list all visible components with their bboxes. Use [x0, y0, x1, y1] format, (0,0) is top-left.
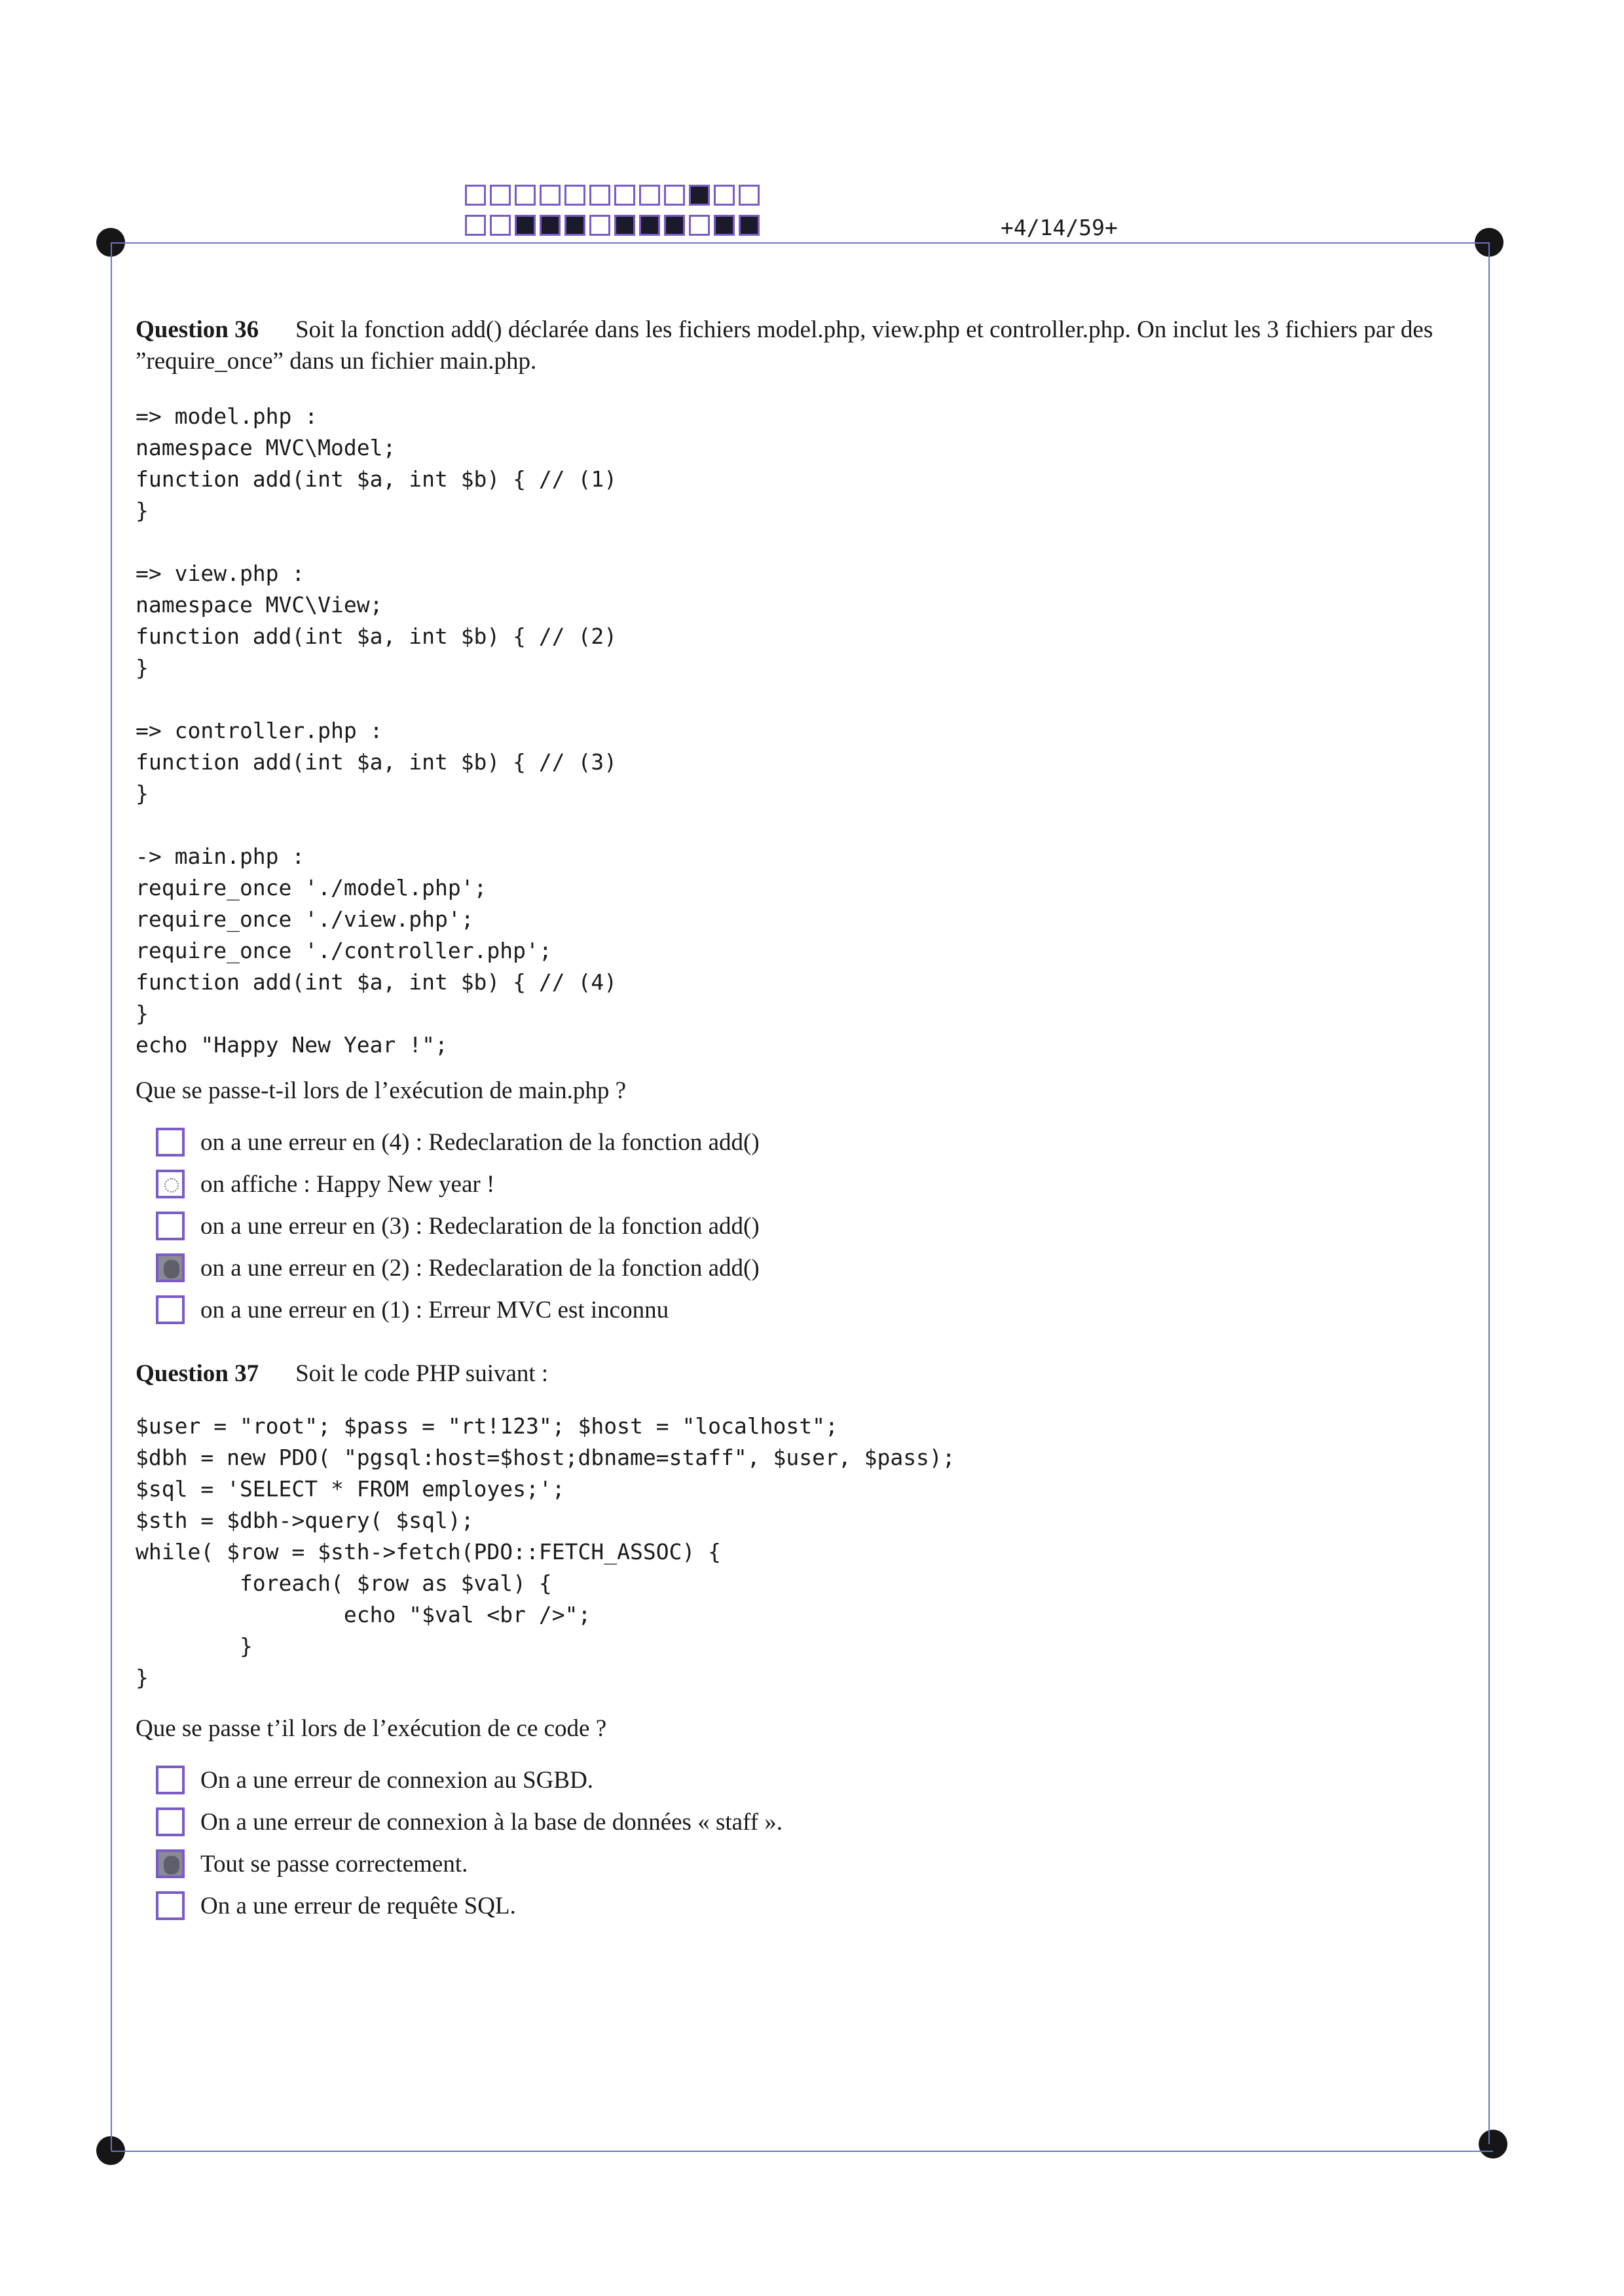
barcode-cell-empty: [589, 215, 610, 236]
barcode-cell-empty: [564, 185, 585, 206]
question-36-prompt: Que se passe-t-il lors de l’exécution de main.php ?: [136, 1077, 627, 1104]
barcode-cell-filled: [614, 215, 635, 236]
choice-label: Tout se passe correctement.: [200, 1850, 468, 1878]
barcode-cell-filled: [564, 215, 585, 236]
barcode-cell-empty: [465, 185, 486, 206]
choice-label: On a une erreur de connexion au SGBD.: [200, 1766, 594, 1794]
question-intro: Soit le code PHP suivant :: [295, 1360, 549, 1387]
q37-choice[interactable]: [156, 1766, 593, 1794]
checkbox[interactable]: [156, 1766, 185, 1794]
frame-left: [111, 242, 112, 2151]
q36-choice[interactable]: [156, 1253, 760, 1282]
barcode-cell-empty: [714, 185, 735, 206]
question-intro: Soit la fonction add() déclarée dans les fichiers model.php, view.php et controller.php. On inclut les 3 fichiers par des ”require_once” dans un fichier main.php.: [136, 316, 1433, 375]
choice-label: on a une erreur en (3) : Redeclaration de la fonction add(): [200, 1212, 760, 1240]
question-36-code: => model.php : namespace MVC\Model; function add(int $a, int $b) { // (1) } => view.php : namespace MVC\View; function add(int $a, int $b) { // (2) } => controller.php : function add(int $a, int $b) { // (3) } -> main.php : require_once './model.php'; require_once './view.php'; require_once './controller.php'; function add(int $a, int $b) { // (4) } echo "Happy New Year !";: [136, 403, 618, 1058]
barcode-cell-empty: [490, 215, 511, 236]
choice-label: on affiche : Happy New year !: [200, 1170, 495, 1198]
barcode-cell-filled: [664, 215, 685, 236]
checkbox[interactable]: [156, 1891, 185, 1920]
barcode-cell-empty: [490, 185, 511, 206]
barcode-cell-empty: [540, 185, 561, 206]
choice-label: on a une erreur en (2) : Redeclaration de la fonction add(): [200, 1254, 760, 1282]
barcode-cell-filled: [639, 215, 660, 236]
barcode-cell-empty: [589, 185, 610, 206]
barcode-row-2: [465, 215, 764, 236]
copy-id-code: +4/14/59+: [1001, 215, 1118, 240]
registration-mark-bottom-right: [1479, 2130, 1507, 2158]
frame-right: [1488, 242, 1490, 2144]
barcode-cell-filled: [689, 185, 710, 206]
barcode-cell-empty: [689, 215, 710, 236]
question-number: Question 36: [136, 316, 259, 343]
question-37-code: $user = "root"; $pass = "rt!123"; $host = "localhost"; $dbh = new PDO( "pgsql:host=$host;dbname=staff", $user, $pass); $sql = 'SELECT * FROM employes;'; $sth = $dbh->query( $sql); while( $row = $sth->fetch(PDO::FETCH_ASSOC) { foreach( $row as $val) { echo "$val <br />"; } }: [136, 1413, 955, 1690]
barcode-cell-empty: [465, 215, 486, 236]
q36-choice[interactable]: [156, 1212, 760, 1240]
barcode-cell-empty: [515, 185, 536, 206]
barcode-cell-filled: [714, 215, 735, 236]
checkbox[interactable]: [156, 1128, 185, 1157]
barcode-cell-filled: [540, 215, 561, 236]
q37-choice[interactable]: [156, 1849, 468, 1878]
checkbox[interactable]: [156, 1170, 185, 1198]
choice-label: On a une erreur de requête SQL.: [200, 1892, 516, 1919]
checkbox-checked[interactable]: [156, 1849, 185, 1878]
barcode-cell-filled: [739, 215, 760, 236]
q36-choice[interactable]: [156, 1295, 669, 1324]
barcode-cell-empty: [614, 185, 635, 206]
barcode-cell-empty: [664, 185, 685, 206]
q36-choice[interactable]: [156, 1170, 494, 1198]
q36-choice[interactable]: [156, 1128, 760, 1157]
q37-choice[interactable]: [156, 1807, 783, 1836]
choice-label: on a une erreur en (1) : Erreur MVC est inconnu: [200, 1296, 669, 1324]
frame-bottom: [111, 2151, 1493, 2152]
choice-label: On a une erreur de connexion à la base de données « staff ».: [200, 1808, 783, 1836]
frame-top: [111, 242, 1489, 244]
question-37-header: [136, 1358, 1471, 1390]
checkbox-checked[interactable]: [156, 1253, 185, 1282]
choice-label: on a une erreur en (4) : Redeclaration de la fonction add(): [200, 1128, 760, 1156]
question-number: Question 37: [136, 1360, 259, 1387]
barcode-cell-empty: [639, 185, 660, 206]
barcode-cell-empty: [739, 185, 760, 206]
question-37-prompt: Que se passe t’il lors de l’exécution de ce code ?: [136, 1715, 607, 1742]
barcode-cell-filled: [515, 215, 536, 236]
checkbox[interactable]: [156, 1295, 185, 1324]
q37-choice[interactable]: [156, 1891, 516, 1920]
question-36-header: [136, 314, 1471, 377]
barcode-row-1: [465, 185, 764, 206]
checkbox[interactable]: [156, 1807, 185, 1836]
checkbox[interactable]: [156, 1212, 185, 1240]
